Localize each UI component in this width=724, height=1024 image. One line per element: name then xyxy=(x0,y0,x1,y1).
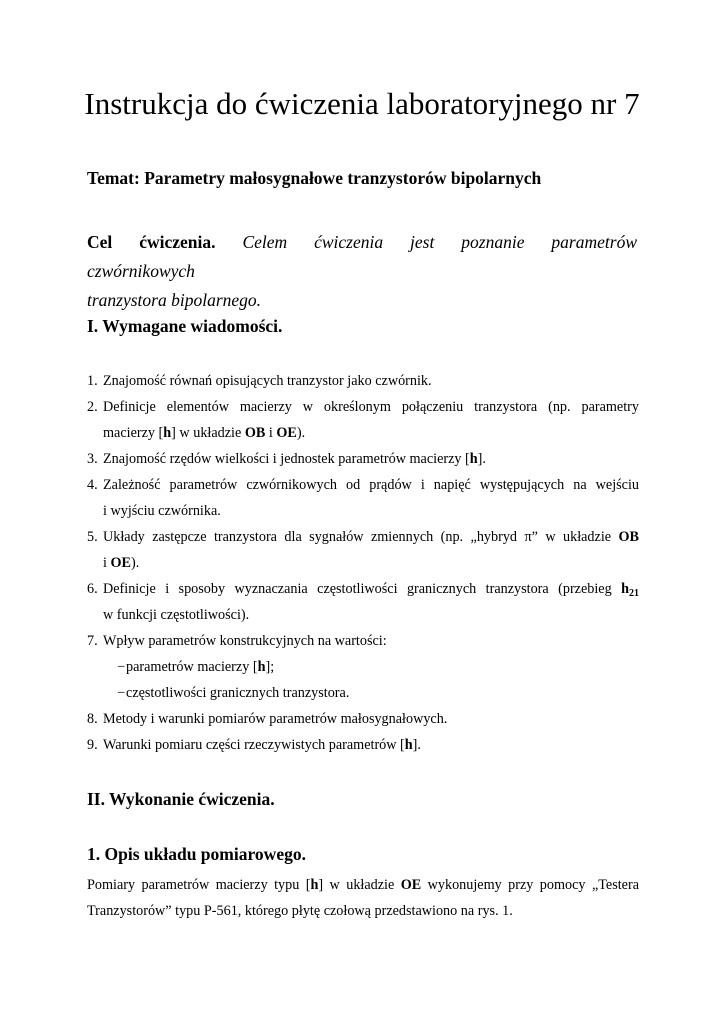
goal-label: Cel ćwiczenia. xyxy=(87,232,216,252)
list-item-text xyxy=(103,524,639,550)
list-item-text: Metody i warunki pomiarów parametrów małosygnałowych. xyxy=(103,711,448,727)
list-item-number: 4. xyxy=(87,477,98,493)
text-run: ] w układzie xyxy=(171,425,245,441)
goal-text-line2: tranzystora bipolarnego. xyxy=(87,290,262,310)
text-run: ] w układzie xyxy=(318,877,401,893)
text-run: Warunki pomiaru części rzeczywistych parametrów [ xyxy=(103,737,405,753)
list-item xyxy=(87,628,639,654)
matrix-symbol: h xyxy=(469,451,478,467)
configuration-symbol: OB xyxy=(244,425,266,441)
list-item-text xyxy=(103,576,639,602)
list-item xyxy=(87,524,639,576)
text-run: Znajomość rzędów wielkości i jednostek parametrów macierzy [ xyxy=(103,451,470,467)
text-run: macierzy [ xyxy=(103,425,164,441)
list-item-text xyxy=(103,446,639,472)
text-run: ]. xyxy=(477,451,486,467)
sub-list-item xyxy=(87,680,639,706)
goal-paragraph xyxy=(87,228,637,315)
text-run: Definicje i sposoby wyznaczania częstotliwości granicznych tranzystora (przebieg xyxy=(103,581,622,597)
goal-text-line1: Celem ćwiczenia jest poznanie parametrów czwórnikowych xyxy=(87,232,637,281)
text-run: wykonujemy przy pomocy „Testera xyxy=(421,877,639,893)
text-run: ). xyxy=(296,425,306,441)
goal-first-line xyxy=(87,228,637,286)
list-item-number: 3. xyxy=(87,451,98,467)
subscript: 21 xyxy=(629,588,639,599)
matrix-symbol: h xyxy=(310,877,319,893)
text-run: ]; xyxy=(265,659,275,675)
list-item-number: 5. xyxy=(87,529,98,545)
text-run: częstotliwości granicznych tranzystora. xyxy=(126,685,350,701)
configuration-symbol: OB xyxy=(618,529,639,545)
matrix-symbol: h xyxy=(404,737,413,753)
list-item xyxy=(87,446,639,472)
list-item-number: 6. xyxy=(87,581,98,597)
paragraph-line xyxy=(87,872,639,898)
matrix-symbol: h xyxy=(257,659,266,675)
configuration-symbol: OE xyxy=(276,425,297,441)
list-item-text-continued: i wyjściu czwórnika. xyxy=(103,503,221,519)
dash-marker: − xyxy=(117,659,126,675)
list-item-number: 9. xyxy=(87,737,98,753)
text-run: Układy zastępcze tranzystora dla sygnałów zmiennych (np. „hybryd π” w układzie xyxy=(103,529,619,545)
list-item xyxy=(87,368,639,394)
list-item-text-continued: w funkcji częstotliwości). xyxy=(103,607,250,623)
text-run: ]. xyxy=(412,737,421,753)
list-item xyxy=(87,472,639,524)
dash-marker: − xyxy=(117,685,126,701)
text-run: h xyxy=(621,581,629,597)
configuration-symbol: OE xyxy=(400,877,422,893)
text-run: ). xyxy=(131,555,140,571)
list-item-text: Znajomość równań opisujących tranzystor jako czwórnik. xyxy=(103,373,432,389)
list-item-text: Wpływ parametrów konstrukcyjnych na wartości: xyxy=(103,633,387,649)
topic-line: Temat: Parametry małosygnałowe tranzystorów bipolarnych xyxy=(87,168,542,188)
section-heading-execution: II. Wykonanie ćwiczenia. xyxy=(87,789,275,809)
measurement-setup-paragraph xyxy=(87,872,639,924)
document-title: Instrukcja do ćwiczenia laboratoryjnego nr 7 xyxy=(84,86,640,121)
configuration-symbol: OE xyxy=(110,555,131,571)
list-item xyxy=(87,732,639,758)
list-item-text: Zależność parametrów czwórnikowych od prądów i napięć występujących na wejściu xyxy=(103,477,639,493)
section-heading-requirements: I. Wymagane wiadomości. xyxy=(87,316,283,336)
paragraph-line: Tranzystorów” typu P-561, którego płytę czołową przedstawiono na rys. 1. xyxy=(87,903,513,919)
list-item-text-continued xyxy=(103,550,639,576)
section-heading-measurement-setup: 1. Opis układu pomiarowego. xyxy=(87,844,306,864)
list-item-text-continued xyxy=(103,420,639,446)
text-run: i xyxy=(265,425,277,441)
list-item xyxy=(87,394,639,446)
list-item xyxy=(87,576,639,628)
sub-list-item xyxy=(87,654,639,680)
parameter-symbol xyxy=(621,581,639,597)
text-run: i xyxy=(103,555,111,571)
list-item-number: 8. xyxy=(87,711,98,727)
list-item-text xyxy=(103,732,639,758)
list-item xyxy=(87,706,639,732)
list-item-number: 2. xyxy=(87,399,98,415)
text-run: Pomiary parametrów macierzy typu [ xyxy=(87,877,311,893)
requirements-list xyxy=(87,368,639,758)
list-item-number: 7. xyxy=(87,633,98,649)
list-item-number: 1. xyxy=(87,373,98,389)
list-item-text: Definicje elementów macierzy w określonym połączeniu tranzystora (np. parametry xyxy=(103,399,639,415)
matrix-symbol: h xyxy=(163,425,172,441)
text-run: parametrów macierzy [ xyxy=(126,659,258,675)
